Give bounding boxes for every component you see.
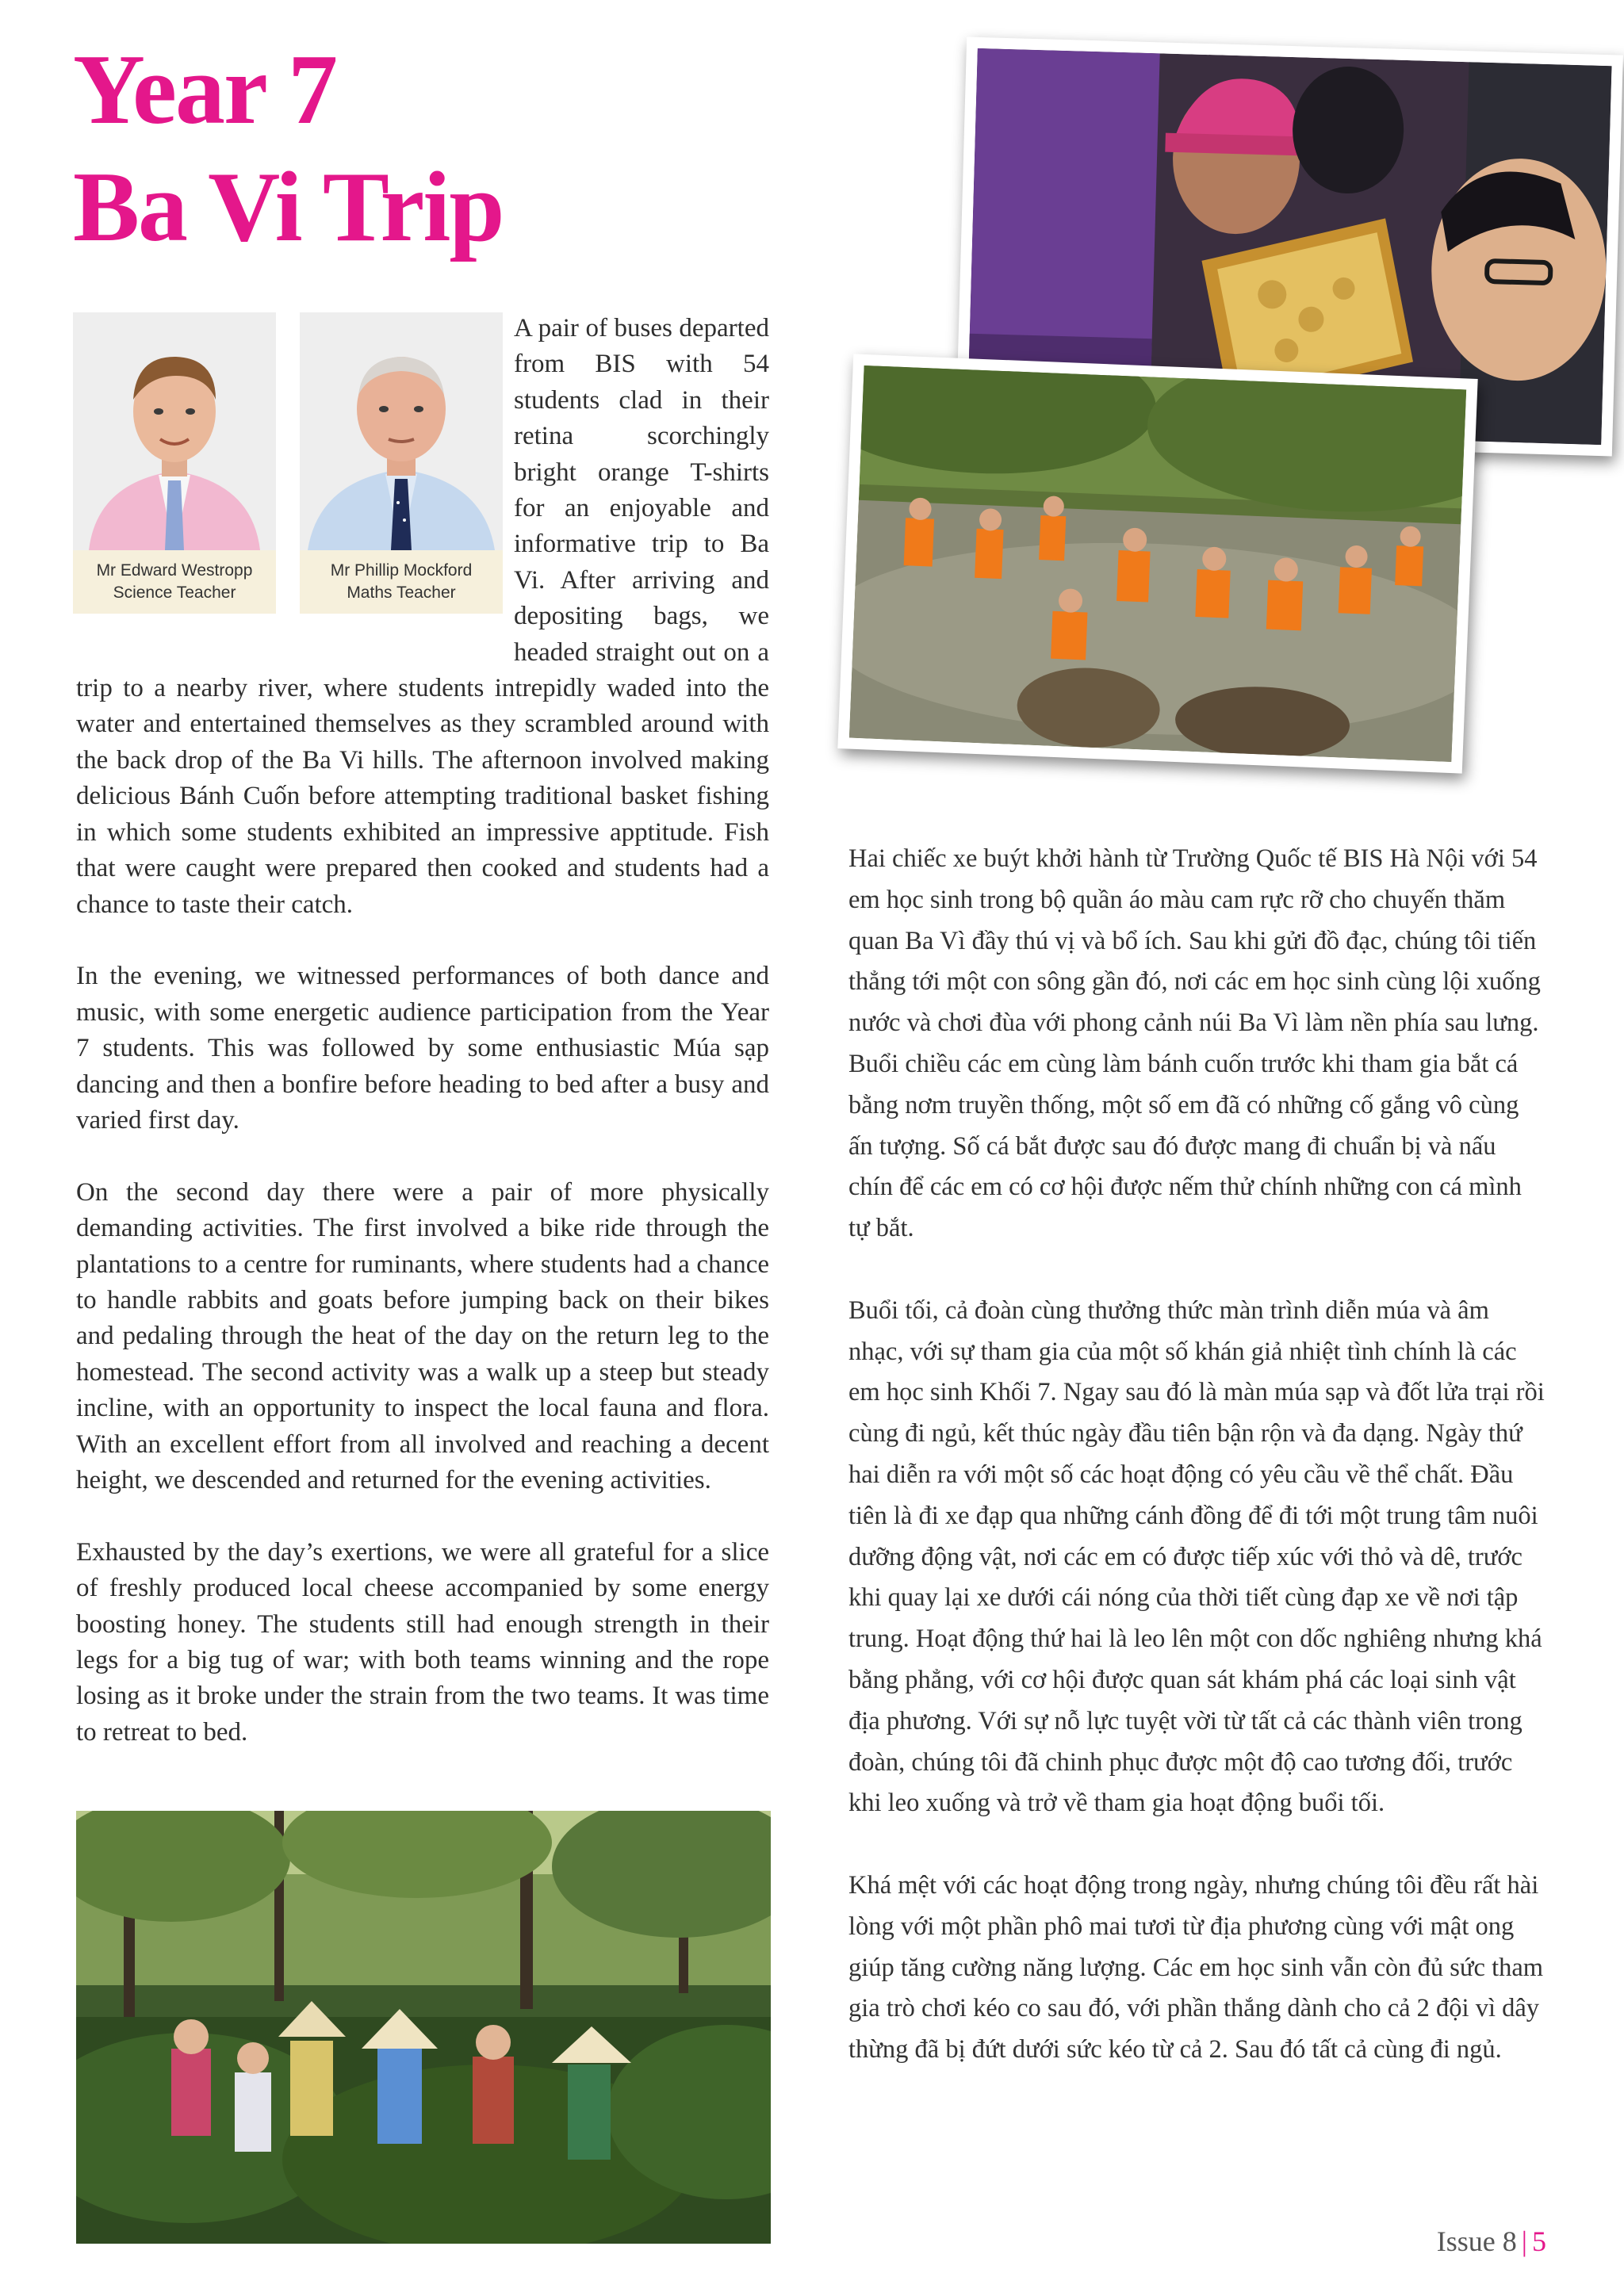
english-paragraph-1: A pair of buses departed from BIS with 54 students clad in their retina scorchingly bright orange T-shirts for an enjoyable and informative trip to Ba Vi. After arriving and depositing bags, we headed straight out on a trip to a nearby river, where students intrepidly waded into the water and entertained themselves as they scrambled around with the back drop of the Ba Vi hills. The afternoon involved making delicious Bánh Cuốn before attempting traditional basket fishing in which some students exhibited an impressive apptitude. Fish that were caught were prepared then cooked and students had a chance to taste their catch. <box>76 314 769 919</box>
river-photo <box>837 354 1477 773</box>
english-paragraph-3: On the second day there were a pair of more physically demanding activities. The first involved a bike ride through the plantations to a centre for ruminants, where students had a chance to handle rabbits and goats before jumping back on their bikes and pedaling through the heat of the day on the return leg to the homestead. The second activity was a walk up a steep but steady incline, with an opportunity to inspect the local fauna and flora. With an excellent effort from all involved and reaching a decent height, we descended and returned for the evening activities. <box>76 1177 769 1494</box>
english-article <box>76 311 769 1787</box>
english-paragraph-4: Exhausted by the day’s exertions, we were all grateful for a slice of freshly produced local cheese accompanied by some energy boosting honey. The students still had enough strength in their legs for a big tug of war; with both teams winning and the rope losing as it broke under the strain from the two teams. It was time to retreat to bed. <box>76 1537 769 1747</box>
vietnamese-paragraph-1: Hai chiếc xe buýt khởi hành từ Trường Quốc tế BIS Hà Nội với 54 em học sinh trong bộ quần áo màu cam rực rỡ cho chuyến thăm quan Ba Vì đầy thú vị và bổ ích. Sau khi gửi đồ đạc, chúng tôi tiến thẳng tới một con sông gần đó, nơi các em học sinh cùng lội xuống nước và chơi đùa với phong cảnh núi Ba Vì làm nền phía sau lưng. Buổi chiều các em cùng làm bánh cuốn trước khi tham gia bắt cá bằng nơm truyền thống, một số em đã có những cố gắng vô cùng ấn tượng. Số cá bắt được sau đó được mang đi chuẩn bị và nấu chín để các em có cơ hội được nếm thử chính những con cá mình tự bắt. <box>848 844 1541 1243</box>
english-paragraph-2: In the evening, we witnessed performances of both dance and music, with some energetic audience participation from the Year 7 students. This was followed by some enthusiastic Múa sạp dancing and then a bonfire before heading to bed after a busy and varied first day. <box>76 962 769 1135</box>
vietnamese-paragraph-3: Khá mệt với các hoạt động trong ngày, nhưng chúng tôi đều rất hài lòng với một phần phô mai tươi từ địa phương cùng với mật ong giúp tăng cường năng lượng. Các em học sinh vẫn còn đủ sức tham gia trò chơi kéo co sau đó, với phần thắng dành cho cả 2 đội vì dây thừng đã bị đứt dưới sức kéo từ cả 2. Sau đó tất cả cùng đi ngủ. <box>848 1870 1544 2064</box>
vietnamese-article <box>848 839 1546 2112</box>
title-line-2: Ba Vi Trip <box>73 152 504 262</box>
issue-label: Issue 8 <box>1436 2225 1517 2257</box>
vietnamese-paragraph-2: Buổi tối, cả đoàn cùng thưởng thức màn trình diễn múa và âm nhạc, với sự tham gia của một số khán giả nhiệt tình chính là các em học sinh Khối 7. Ngay sau đó là màn múa sạp và đốt lửa trại rồi cùng đi ngủ, kết thúc ngày đầu tiên bận rộn và đa dạng. Ngày thứ hai diễn ra với một số các hoạt động có yêu cầu về thể chất. Đầu tiên là đi xe đạp qua những cánh đồng để đi tới một trung tâm nuôi dưỡng động vật, nơi các em có được tiếp xúc với thỏ và dê, trước khi quay lại xe dưới cái nóng của thời tiết cùng đạp xe về nơi tập trung. Hoạt động thứ hai là leo lên một con dốc nghiêng nhưng khá bằng phẳng, với cơ hội được quan sát khám phá các loại sinh vật địa phương. Với sự nỗ lực tuyệt vời từ tất cả các thành viên trong đoàn, chúng tôi đã chinh phục được một độ cao tương đối, trước khi leo xuống và trở về tham gia hoạt động buổi tối. <box>848 1295 1545 1818</box>
page-number: 5 <box>1532 2225 1546 2257</box>
teacher-role: Maths Teacher <box>347 584 456 602</box>
title-line-1: Year 7 <box>73 35 337 145</box>
page-title <box>73 32 504 266</box>
teacher-name: Mr Edward Westropp <box>96 561 253 580</box>
page-footer <box>1437 2225 1546 2258</box>
footer-separator: | <box>1521 2225 1527 2257</box>
teacher-photos-spacer <box>76 311 514 645</box>
teacher-name: Mr Phillip Mockford <box>330 561 473 580</box>
teacher-role: Science Teacher <box>113 584 236 602</box>
tea-plantation-photo <box>76 1811 771 2244</box>
